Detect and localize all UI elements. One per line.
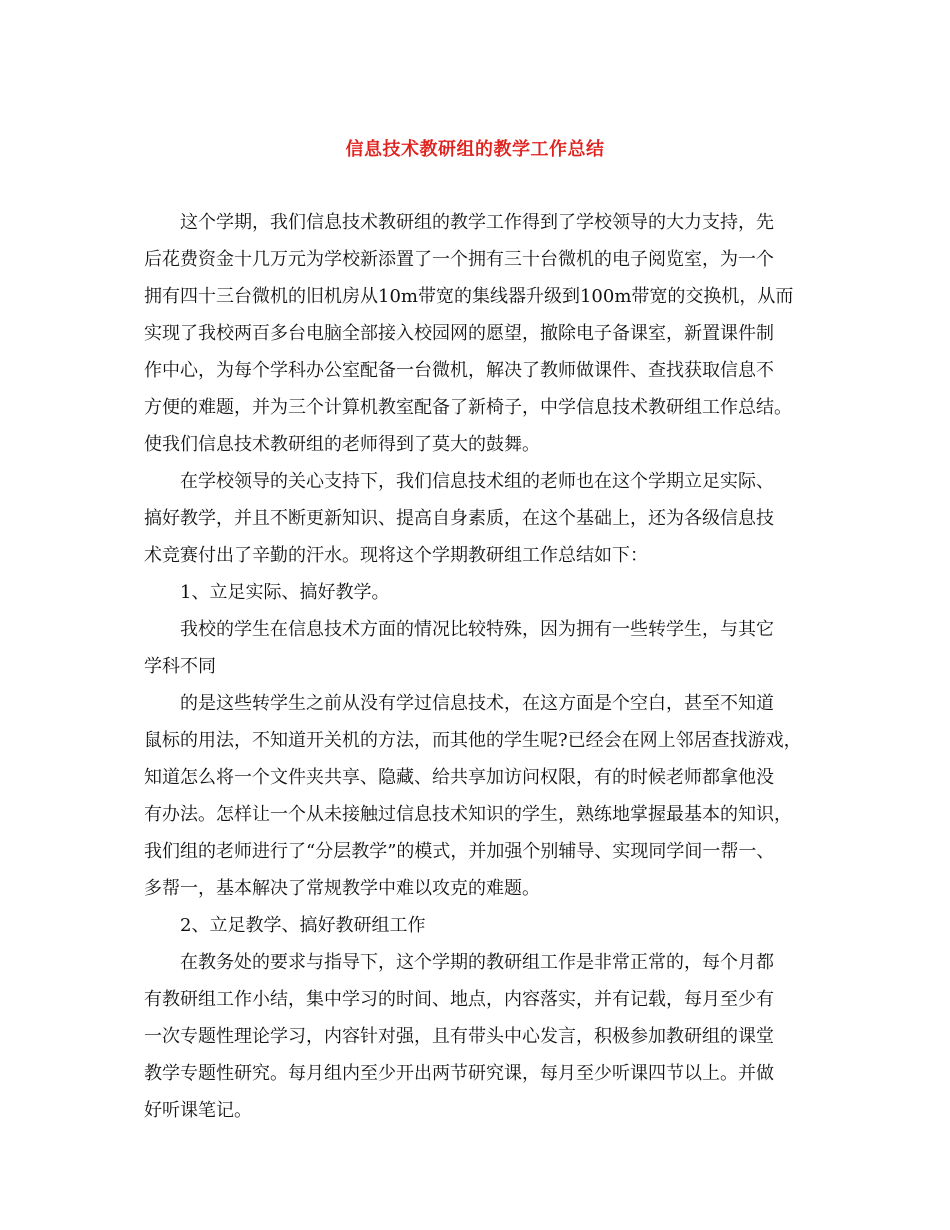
document-title: 信息技术教研组的教学工作总结 [345,139,605,160]
text-line: 方便的难题，并为三个计算机教室配备了新椅子，中学信息技术教研组工作总结。 [144,397,792,418]
text-line: 有办法。怎样让一个从未接触过信息技术知识的学生，熟练地掌握最基本的知识， [144,804,792,825]
text-line: 我校的学生在信息技术方面的情况比较特殊，因为拥有一些转学生，与其它 [180,619,774,640]
text-line: 在教务处的要求与指导下，这个学期的教研组工作是非常正常的，每个月都 [180,952,774,973]
text-line: 这个学期，我们信息技术教研组的教学工作得到了学校领导的大力支持，先 [180,212,774,233]
text-line: 2、立足教学、搞好教研组工作 [180,915,426,936]
text-line: 搞好教学，并且不断更新知识、提高自身素质，在这个基础上，还为各级信息技 [144,508,774,529]
text-line: 鼠标的用法，不知道开关机的方法，而其他的学生呢?已经会在网上邻居查找游戏， [144,730,802,751]
text-line: 我们组的老师进行了“分层教学”的模式，并加强个别辅导、实现同学间一帮一、 [144,841,775,862]
text-line: 的是这些转学生之前从没有学过信息技术，在这方面是个空白，甚至不知道 [180,693,774,714]
text-line: 教学专题性研究。每月组内至少开出两节研究课，每月至少听课四节以上。并做 [144,1063,774,1084]
text-line: 1、立足实际、搞好教学。 [180,582,390,603]
text-line: 有教研组工作小结，集中学习的时间、地点，内容落实，并有记载，每月至少有 [144,989,774,1010]
text-line: 作中心，为每个学科办公室配备一台微机，解决了教师做课件、查找获取信息不 [144,360,774,381]
text-line: 一次专题性理论学习，内容针对强，且有带头中心发言，积极参加教研组的课堂 [144,1026,774,1047]
text-line: 使我们信息技术教研组的老师得到了莫大的鼓舞。 [144,434,540,455]
text-line: 好听课笔记。 [144,1100,252,1121]
text-line: 学科不同 [144,656,216,677]
text-line: 在学校领导的关心支持下，我们信息技术组的老师也在这个学期立足实际、 [180,471,774,492]
text-line: 后花费资金十几万元为学校新添置了一个拥有三十台微机的电子阅览室，为一个 [144,249,774,270]
text-line: 拥有四十三台微机的旧机房从10m带宽的集线器升级到100m带宽的交换机，从而 [144,286,794,307]
text-line: 实现了我校两百多台电脑全部接入校园网的愿望，撤除电子备课室，新置课件制 [144,323,774,344]
document-body [144,204,824,1129]
text-line: 术竞赛付出了辛勤的汗水。现将这个学期教研组工作总结如下： [144,545,648,566]
text-line: 知道怎么将一个文件夹共享、隐藏、给共享加访问权限，有的时候老师都拿他没 [144,767,774,788]
text-line: 多帮一，基本解决了常规教学中难以攻克的难题。 [144,878,540,899]
